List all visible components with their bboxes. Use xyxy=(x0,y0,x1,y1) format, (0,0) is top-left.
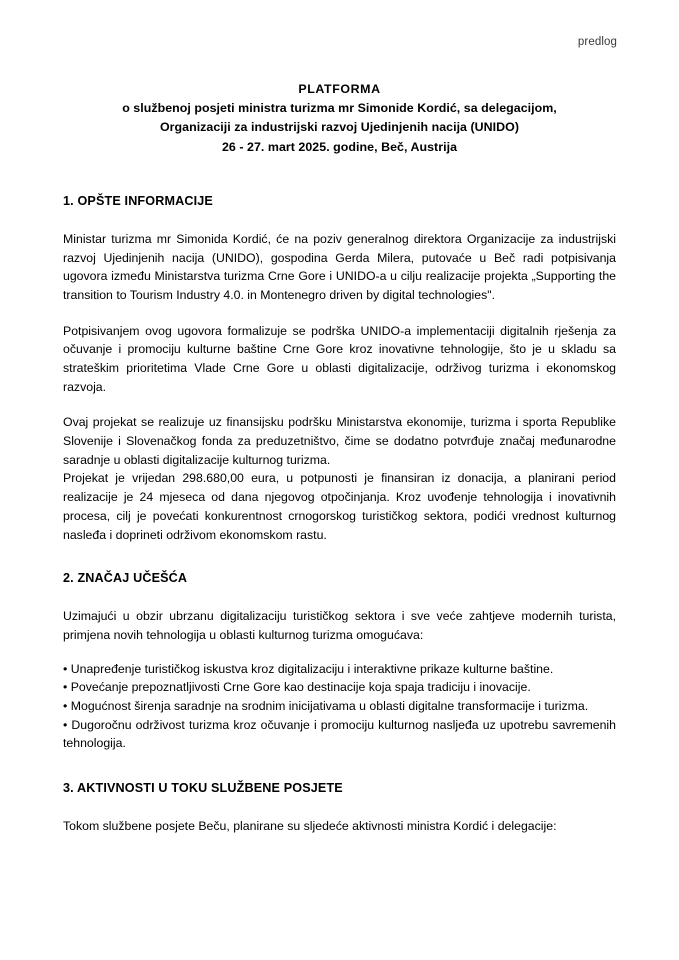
section-1-paragraph-2: Potpisivanjem ovog ugovora formalizuje se podrška UNIDO-a implementaciji digitalnih rješenja za očuvanje i promociju kulturne baštine Crne Gore kroz inovativne tehnologije, što je u skladu sa strateškim prioritetima Vlade Crne Gore u oblasti digitalizacije, održivog turizma i ekonomskog razvoja. xyxy=(63,323,616,394)
section-2-intro: Uzimajući u obzir ubrzanu digitalizaciju turističkog sektora i sve veće zahtjeve modernih turista, primjena novih tehnologija u oblasti kulturnog turizma omogućava: xyxy=(63,609,616,642)
section-3-paragraph-1: Tokom službene posjete Beču, planirane su sljedeće aktivnosti ministra Kordić i delegacije: xyxy=(63,819,557,833)
section-heading-3: 3. AKTIVNOSTI U TOKU SLUŽBENE POSJETE xyxy=(63,781,343,795)
list-item-text: Povećanje prepoznatljivosti Crne Gore kao destinacije koja spaja tradiciju i inovacije. xyxy=(70,680,531,695)
list-item xyxy=(63,697,616,716)
document-body xyxy=(63,80,616,836)
bullet-marker-icon: • xyxy=(63,698,68,713)
list-item-text: Dugoročnu održivost turizma kroz očuvanje i promociju kulturnog nasljeđa uz upotrebu savremenih tehnologija. xyxy=(63,717,616,751)
title-line-3: Organizaciji za industrijski razvoj Ujedinjenih nacija (UNIDO) xyxy=(159,120,520,135)
title-line-4: 26 - 27. mart 2025. godine, Beč, Austrija xyxy=(221,139,458,154)
list-item-text: Unapređenje turističkog iskustva kroz digitalizaciju i interaktivne prikaze kulturne baštine. xyxy=(70,661,554,676)
list-item xyxy=(63,660,616,679)
bullet-marker-icon: • xyxy=(63,661,68,676)
document-title-block xyxy=(63,80,616,157)
bullet-marker-icon: • xyxy=(63,717,68,732)
section-1-paragraph-4: Projekat je vrijedan 298.680,00 eura, u potpunosti je finansiran iz donacija, a planirani period realizacije je 24 mjeseca od dana njegovog otpočinjanja. Kroz uvođenje tehnologija i inovativnih procesa, cilj je povećati konkurentnost crnogorskog turističkog sektora, podići vrednost kulturnog nasleđa i doprineti održivom ekonomskom rastu. xyxy=(63,471,616,542)
benefits-list xyxy=(63,660,616,753)
section-1-paragraph-1: Ministar turizma mr Simonida Kordić, će na poziv generalnog direktora Organizacije za industrijski razvoj Ujedinjenih nacija (UNIDO), gospodina Gerda Milera, putovaće u Beč radi potpisivanja ugovora između Ministarstva turizma Crne Gore i UNIDO-a u cilju realizacije projekta „Supporting the transition to Tourism Industry 4.0. in Montenegro driven by digital technologies". xyxy=(63,231,616,302)
list-item xyxy=(63,716,616,753)
section-heading-1: 1. OPŠTE INFORMACIJE xyxy=(63,193,213,208)
bullet-marker-icon: • xyxy=(63,680,68,695)
section-1-paragraph-3: Ovaj projekat se realizuje uz finansijsku podršku Ministarstva ekonomije, turizma i sporta Republike Slovenije i Slovenačkog fonda za preduzetništvo, čime se dodatno potvrđuje značaj međunarodne saradnje u oblasti digitalizacije kulturnog turizma. xyxy=(63,415,616,467)
title-line-2: o službenoj posjeti ministra turizma mr Simonide Kordić, sa delegacijom, xyxy=(122,101,557,116)
document-status-note: predlog xyxy=(577,36,617,48)
title-line-1: PLATFORMA xyxy=(298,82,381,96)
list-item-text: Mogućnost širenja saradnje na srodnim inicijativama u oblasti digitalne transformacije i turizma. xyxy=(70,698,589,713)
section-heading-2: 2. ZNAČAJ UČEŠĆA xyxy=(63,571,188,586)
list-item xyxy=(63,678,616,697)
